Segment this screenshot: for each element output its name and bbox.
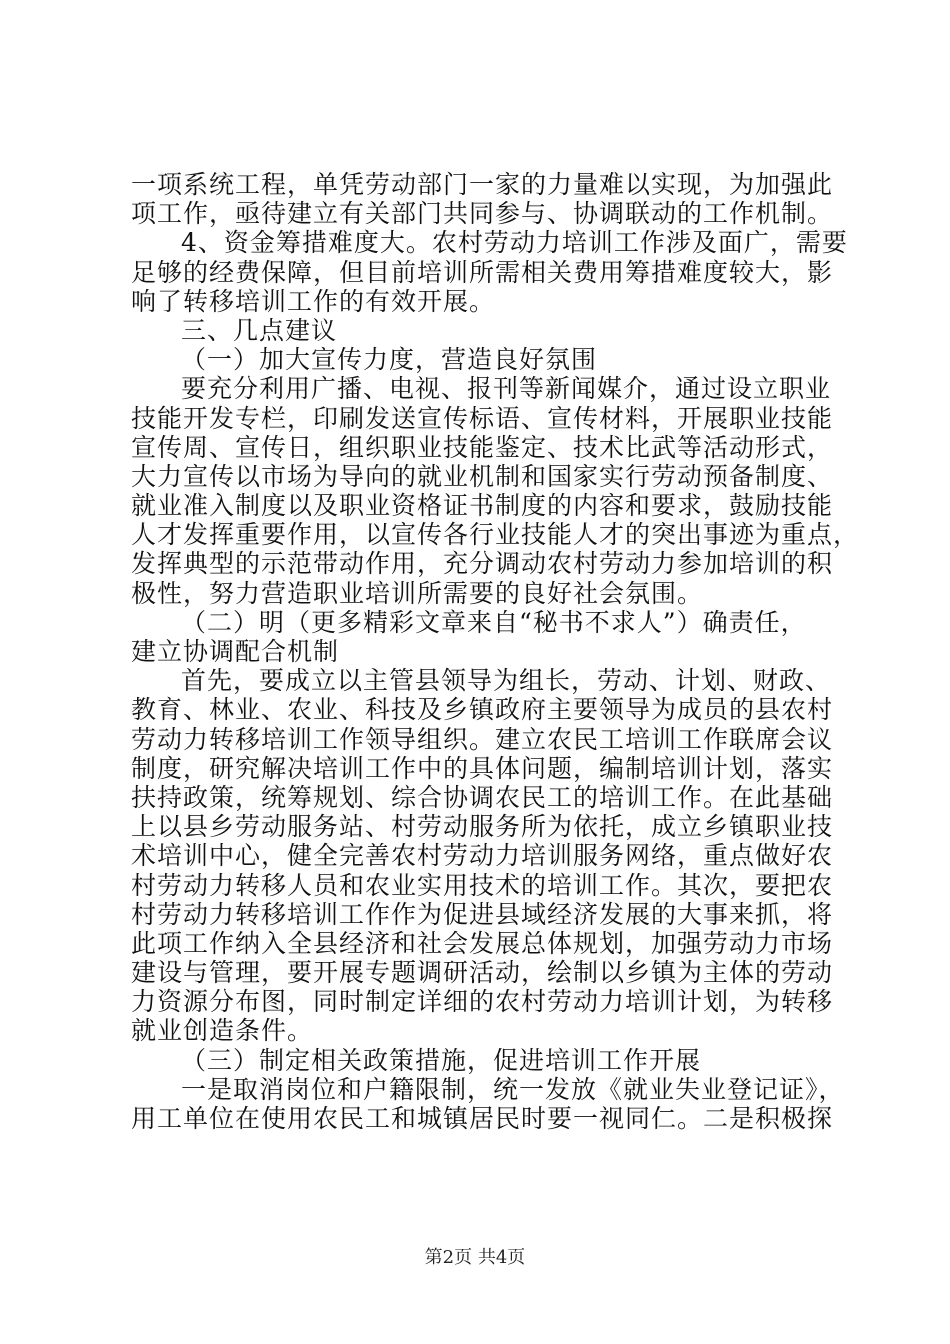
text-line: 扶持政策，统筹规划、综合协调农民工的培训工作。在此基础 xyxy=(131,782,834,812)
text-line: 劳动力转移培训工作领导组织。建立农民工培训工作联席会议 xyxy=(131,724,834,754)
text-line: 一是取消岗位和户籍限制，统一发放《就业失业登记证》， xyxy=(181,1074,845,1104)
text-line: 大力宣传以市场为导向的就业机制和国家实行劳动预备制度、 xyxy=(131,461,834,491)
document-body xyxy=(131,170,860,1133)
text-line: 技能开发专栏，印刷发送宣传标语、宣传材料，开展职业技能 xyxy=(131,403,834,433)
text-line: 4、资金筹措难度大。农村劳动力培训工作涉及面广，需要 xyxy=(181,228,848,258)
text-line: 力资源分布图，同时制定详细的农村劳动力培训计划，为转移 xyxy=(131,987,834,1017)
text-line: 就业准入制度以及职业资格证书制度的内容和要求，鼓励技能 xyxy=(131,491,834,521)
text-line: 要充分利用广播、电视、报刊等新闻媒介，通过设立职业 xyxy=(181,374,832,404)
text-line: 首先，要成立以主管县领导为组长，劳动、计划、财政、 xyxy=(181,666,832,696)
text-line: 响了转移培训工作的有效开展。 xyxy=(131,286,496,316)
section-heading: 三、几点建议 xyxy=(181,315,338,345)
text-line: 宣传周、宣传日，组织职业技能鉴定、技术比武等活动形式， xyxy=(131,432,834,462)
text-line: 制度，研究解决培训工作中的具体问题，编制培训计划，落实 xyxy=(131,753,834,783)
text-line: 极性，努力营造职业培训所需要的良好社会氛围。 xyxy=(131,578,704,608)
page-number-footer: 第2页 共4页 xyxy=(424,1247,526,1268)
text-line: 就业创造条件。 xyxy=(131,1016,314,1046)
text-line: 教育、林业、农业、科技及乡镇政府主要领导为成员的县农村 xyxy=(131,695,834,725)
subsection-heading: （三）制定相关政策措施，促进培训工作开展 xyxy=(181,1045,702,1075)
text-line: 术培训中心，健全完善农村劳动力培训服务网络，重点做好农 xyxy=(131,841,834,871)
subsection-heading: （一）加大宣传力度，营造良好氛围 xyxy=(181,345,598,375)
text-line: 一项系统工程，单凭劳动部门一家的力量难以实现，为加强此 xyxy=(131,170,834,199)
subsection-heading: （二）明（更多精彩文章来自“秘书不求人”）确责任， xyxy=(181,607,807,637)
text-line: 建设与管理，要开展专题调研活动，绘制以乡镇为主体的劳动 xyxy=(131,958,834,988)
text-line: 足够的经费保障，但目前培训所需相关费用筹措难度较大，影 xyxy=(131,257,834,287)
text-line: 村劳动力转移人员和农业实用技术的培训工作。其次，要把农 xyxy=(131,870,834,900)
text-line: 此项工作纳入全县经济和社会发展总体规划，加强劳动力市场 xyxy=(131,928,834,958)
text-line: 人才发挥重要作用，以宣传各行业技能人才的突出事迹为重点， xyxy=(131,520,860,550)
text-line: 上以县乡劳动服务站、村劳动服务所为依托，成立乡镇职业技 xyxy=(131,812,834,842)
text-line: 项工作，亟待建立有关部门共同参与、协调联动的工作机制。 xyxy=(131,199,834,229)
text-line: 发挥典型的示范带动作用，充分调动农村劳动力参加培训的积 xyxy=(131,549,834,579)
text-line: 村劳动力转移培训工作作为促进县域经济发展的大事来抓，将 xyxy=(131,899,834,929)
text-line: 建立协调配合机制 xyxy=(131,637,340,666)
text-line: 用工单位在使用农民工和城镇居民时要一视同仁。二是积极探 xyxy=(131,1104,834,1133)
